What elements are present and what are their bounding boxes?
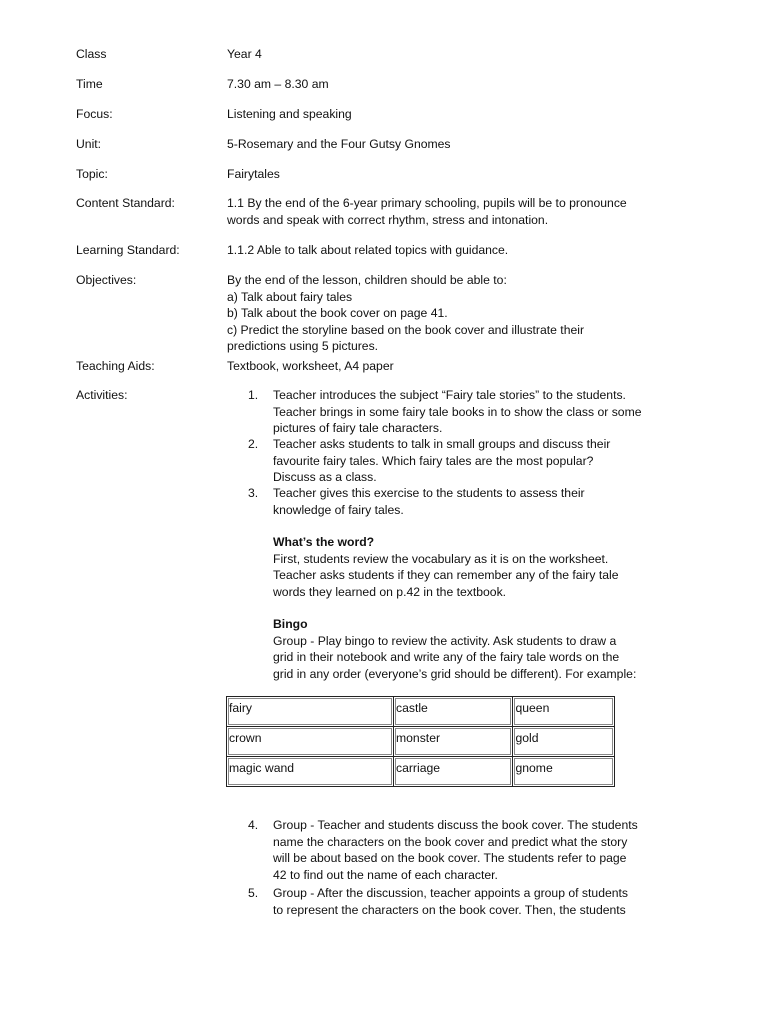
activity-number: 5. [248, 886, 259, 900]
bingo-cell: gnome [513, 757, 615, 787]
activity-line: Group - After the discussion, teacher appoints a group of students [273, 886, 629, 900]
field-label: Time [76, 77, 103, 91]
field-value-line: words and speak with correct rhythm, stress and intonation. [227, 212, 549, 227]
activity-text [273, 817, 693, 883]
bingo-heading: Bingo [273, 617, 308, 631]
field-label: Teaching Aids: [76, 359, 155, 373]
bingo-cell: gold [513, 727, 615, 757]
whats-the-word-line: words they learned on p.42 in the textbook. [273, 584, 507, 599]
activity-number: 2. [248, 437, 259, 451]
activity-line: Teacher gives this exercise to the students to assess their [273, 486, 585, 500]
bingo-line: grid in their notebook and write any of the fairy tale words on the [273, 650, 620, 665]
activity-line: 42 to find out the name of each character. [273, 867, 498, 882]
bingo-cell: castle [394, 697, 513, 727]
whats-the-word-line: First, students review the vocabulary as it is on the worksheet. [273, 551, 609, 566]
field-label: Objectives: [76, 273, 137, 287]
activity-line: favourite fairy tales. Which fairy tales are the most popular? [273, 453, 594, 468]
field-label: Learning Standard: [76, 243, 180, 257]
field-label: Unit: [76, 137, 102, 151]
activity-text [273, 436, 693, 486]
bingo-line: Group - Play bingo to review the activity. Ask students to draw a [273, 633, 617, 648]
whats-the-word-heading: What’s the word? [273, 535, 375, 549]
field-value [227, 242, 667, 259]
activity-line: knowledge of fairy tales. [273, 502, 404, 517]
bingo-cell: carriage [394, 757, 513, 787]
field-label: Topic: [76, 167, 108, 181]
bingo-cell: monster [394, 727, 513, 757]
bingo-line: grid in any order (everyone’s grid should be different). For example: [273, 666, 637, 681]
activity-text [273, 485, 693, 518]
field-value [227, 76, 667, 93]
activity-line: Teacher brings in some fairy tale books in to show the class or some [273, 404, 642, 419]
activity-line: pictures of fairy tale characters. [273, 421, 443, 436]
bingo-cell: queen [513, 697, 615, 727]
field-value [227, 272, 667, 355]
field-value-line: Fairytales [227, 167, 280, 181]
table-row [227, 757, 615, 787]
field-value-line: 1.1.2 Able to talk about related topics with guidance. [227, 243, 509, 257]
activity-number: 4. [248, 818, 259, 832]
field-value-line: b) Talk about the book cover on page 41. [227, 306, 448, 321]
table-row [227, 697, 615, 727]
activity-line: name the characters on the book cover and predict what the story [273, 834, 628, 849]
activity-line: will be about based on the book cover. The students refer to page [273, 851, 627, 866]
field-value-line: Textbook, worksheet, A4 paper [227, 359, 394, 373]
field-value-line: c) Predict the storyline based on the book cover and illustrate their [227, 322, 585, 337]
activity-number: 1. [248, 388, 259, 402]
activity-line: to represent the characters on the book cover. Then, the students [273, 902, 626, 917]
field-value [227, 136, 667, 153]
bingo-section [273, 616, 693, 682]
activity-text [273, 387, 693, 437]
bingo-cell: crown [227, 727, 394, 757]
activity-line: Teacher asks students to talk in small groups and discuss their [273, 437, 611, 451]
field-value [227, 358, 667, 375]
field-value-line: By the end of the lesson, children should be able to: [227, 273, 507, 287]
field-label: Content Standard: [76, 196, 175, 210]
field-label: Class [76, 47, 107, 61]
activity-number: 3. [248, 486, 259, 500]
field-value-line: Listening and speaking [227, 107, 352, 121]
bingo-grid-table [226, 696, 615, 787]
field-value-line: 7.30 am – 8.30 am [227, 77, 329, 91]
field-value [227, 106, 667, 123]
field-label: Activities: [76, 388, 128, 402]
field-value [227, 46, 667, 63]
field-value-line: a) Talk about fairy tales [227, 289, 353, 304]
activity-line: Teacher introduces the subject “Fairy tale stories” to the students. [273, 388, 626, 402]
activity-line: Group - Teacher and students discuss the book cover. The students [273, 818, 638, 832]
field-value-line: predictions using 5 pictures. [227, 339, 379, 354]
bingo-cell: magic wand [227, 757, 394, 787]
table-row [227, 727, 615, 757]
activity-text [273, 885, 693, 918]
field-value-line: 5-Rosemary and the Four Gutsy Gnomes [227, 137, 451, 151]
field-label: Focus: [76, 107, 113, 121]
field-value-line: 1.1 By the end of the 6-year primary schooling, pupils will be to pronounce [227, 196, 627, 210]
activity-line: Discuss as a class. [273, 470, 377, 485]
field-value-line: Year 4 [227, 47, 262, 61]
whats-the-word-line: Teacher asks students if they can remember any of the fairy tale [273, 568, 619, 583]
whats-the-word-section [273, 534, 693, 600]
bingo-cell: fairy [227, 697, 394, 727]
field-value [227, 195, 667, 228]
field-value [227, 166, 667, 183]
